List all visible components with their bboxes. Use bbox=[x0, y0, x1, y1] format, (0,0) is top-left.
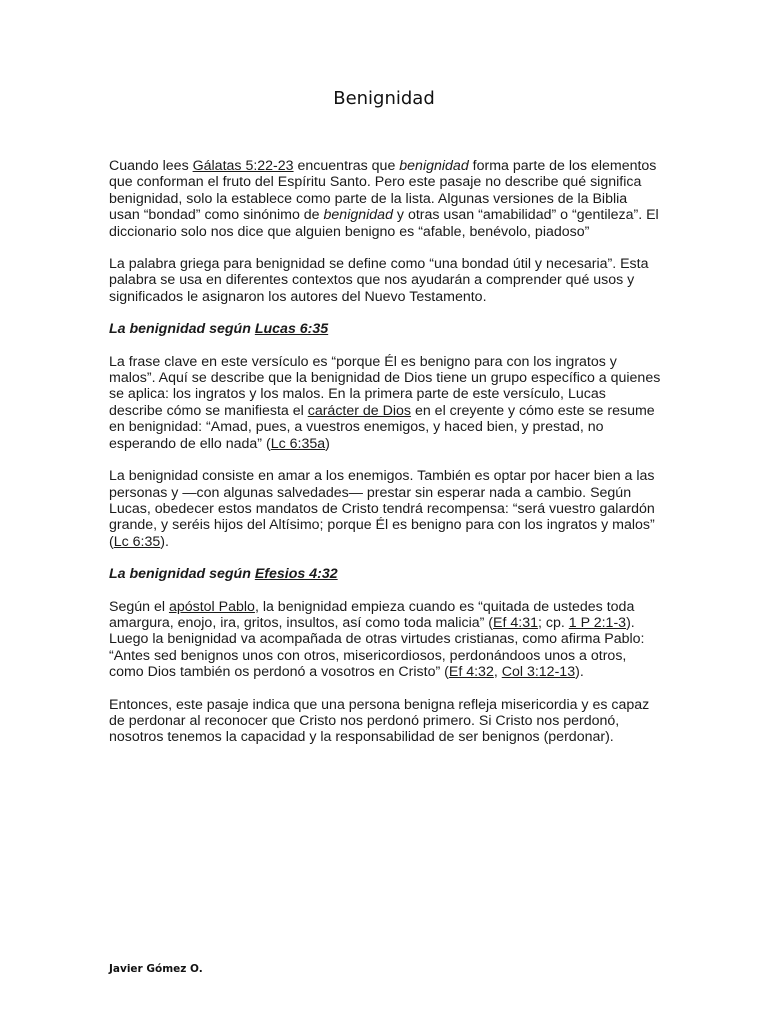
section-heading-lucas bbox=[109, 321, 661, 337]
text-span: en el creyente y cómo este se resume en benignidad: “Amad, pues, a vuestros enemigos, y haced bien, y prestad, no esperando de ello nada” ( bbox=[109, 402, 655, 452]
text-span: ). bbox=[575, 664, 584, 681]
text-span: ; cp. bbox=[537, 614, 569, 631]
paragraph-pablo bbox=[109, 599, 661, 681]
link-lc-6-35a[interactable]: Lc 6:35a bbox=[270, 435, 326, 452]
text-span: , bbox=[493, 664, 502, 681]
text-span: encuentras que bbox=[293, 158, 400, 174]
text-span: La frase clave en este versículo es “porque Él es benigno para con los ingratos y malos”. Aquí se describe que la benignidad de Dios tiene un grupo específico a quienes se aplica: los ingratos y los malos. En la primera parte de este versículo, Lucas describe cómo se manifiesta el bbox=[109, 353, 661, 419]
text-span: La benignidad consiste en amar a los enemigos. También es optar por hacer bien a las personas y —con algunas salvedades— prestar sin esperar nada a cambio. Según Lucas, obedecer estos mandatos de Cristo tendrá recompensa: “será vuestro galardón grande, y seréis hijos del Altísimo; porque Él es benigno para con los ingratos y malos” ( bbox=[109, 468, 655, 550]
emphasis-benignidad: benignidad bbox=[399, 158, 469, 174]
text-span: ). bbox=[160, 533, 169, 550]
paragraph-love-enemies bbox=[109, 468, 661, 550]
link-efesios-heading[interactable]: Efesios 4:32 bbox=[254, 566, 338, 583]
link-ef-4-32[interactable]: Ef 4:32 bbox=[448, 664, 494, 681]
document-body bbox=[109, 158, 661, 762]
heading-text: La benignidad según bbox=[109, 321, 255, 338]
link-caracter-de-dios[interactable]: carácter de Dios bbox=[307, 402, 412, 419]
link-col-3-12-13[interactable]: Col 3:12-13 bbox=[501, 664, 576, 681]
link-galatas[interactable]: Gálatas 5:22-23 bbox=[192, 158, 294, 174]
link-1-p-2-1-3[interactable]: 1 P 2:1-3 bbox=[568, 614, 627, 631]
text-span: Según el bbox=[109, 598, 169, 615]
text-span: ). Luego la benignidad va acompañada de otras virtudes cristianas, como afirma Pablo: “Antes sed benignos unos con otros, misericordiosos, perdonándoos unos a otros, como Dios también os perdonó a vosotros en Cristo” ( bbox=[109, 614, 645, 681]
link-ef-4-31[interactable]: Ef 4:31 bbox=[493, 614, 538, 631]
text-span: Cuando lees bbox=[109, 158, 193, 174]
paragraph-lucas-key-phrase bbox=[109, 354, 661, 452]
footer-author: Javier Gómez O. bbox=[109, 963, 203, 975]
link-lc-6-35[interactable]: Lc 6:35 bbox=[113, 533, 161, 550]
text-span: , la benignidad empieza cuando es “quitada de ustedes toda amargura, enojo, ira, gritos, insultos, así como toda malicia” ( bbox=[109, 598, 635, 631]
emphasis-benignidad: benignidad bbox=[323, 207, 393, 224]
link-lucas-heading[interactable]: Lucas 6:35 bbox=[254, 321, 329, 338]
text-span: ) bbox=[325, 435, 330, 452]
text-span: forma parte de los elementos que conforman el fruto del Espíritu Santo. Pero este pasaje no describe qué significa benignidad, solo la establece como parte de la lista. Algunas versiones de la Biblia usan “bondad” como sinónimo de bbox=[109, 158, 657, 224]
heading-text: La benignidad según bbox=[109, 566, 255, 583]
paragraph-intro bbox=[109, 158, 661, 240]
paragraph-greek-word: La palabra griega para benignidad se define como “una bondad útil y necesaria”. Esta palabra se usa en diferentes contextos que nos ayudarán a comprender qué usos y significados le asignaron los autores del Nuevo Testamento. bbox=[109, 256, 649, 305]
paragraph-conclusion: Entonces, este pasaje indica que una persona benigna refleja misericordia y es capaz de perdonar al reconocer que Cristo nos perdonó primero. Si Cristo nos perdonó, nosotros tenemos la capacidad y la responsabilidad de ser benignos (perdonar). bbox=[109, 696, 650, 746]
document-title: Benignidad bbox=[333, 88, 435, 109]
link-apostol-pablo[interactable]: apóstol Pablo bbox=[168, 598, 255, 615]
text-span: y otras usan “amabilidad” o “gentileza”. El diccionario solo nos dice que alguien benigno es “afable, benévolo, piadoso” bbox=[109, 207, 659, 240]
section-heading-efesios bbox=[109, 566, 661, 582]
